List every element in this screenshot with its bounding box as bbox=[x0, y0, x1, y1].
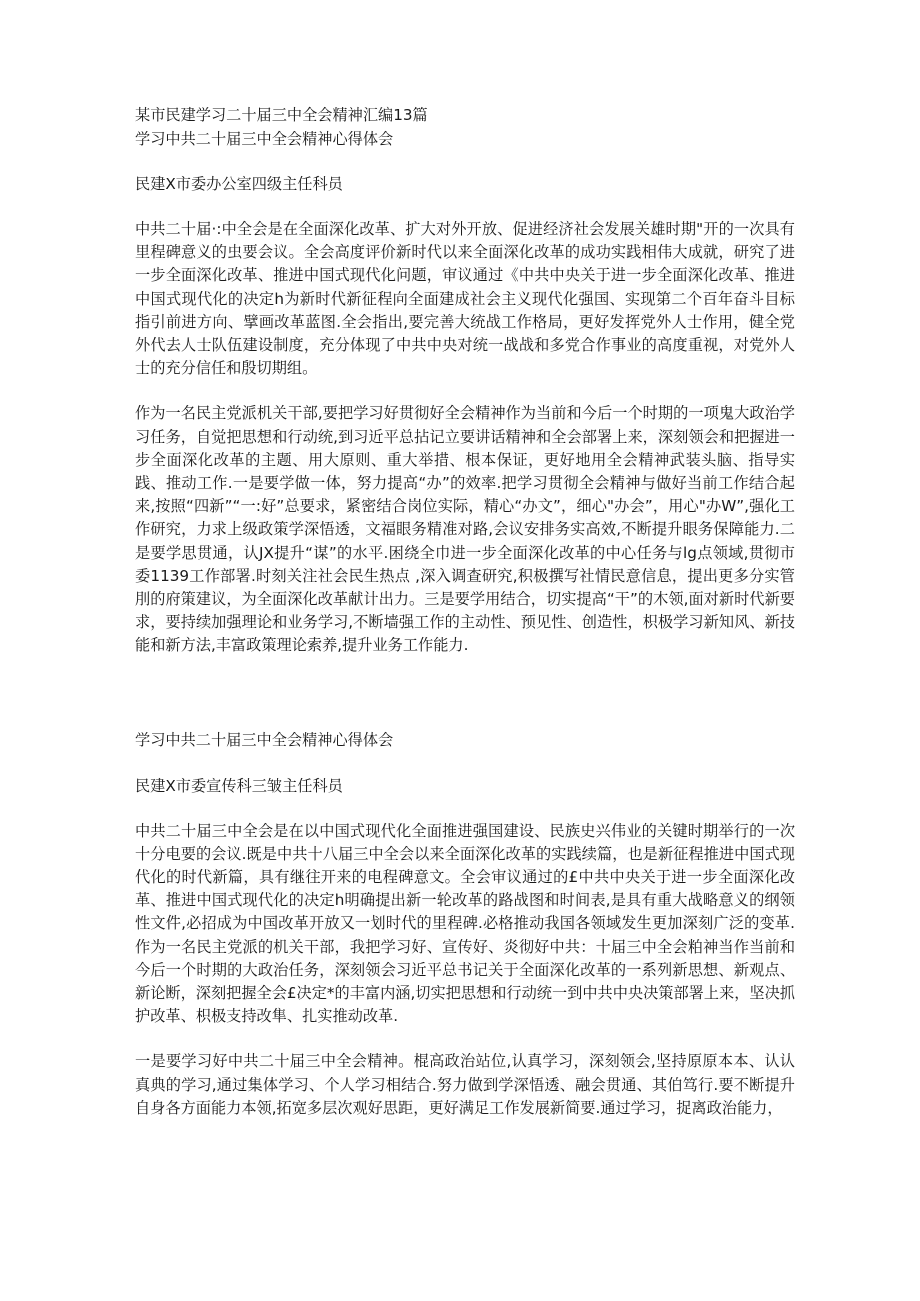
section2-paragraph-1: 中共二十届三中全会是在以中国式现代化全面推进强国建设、民族史兴伟业的关键时期举行的一次十分电要的会议.既是中共十八届三中全会以来全面深化改革的实践续篇，也是新征程推进中国式现代化的时代新篇，具有继往开来的电程碑意文。全会审议通过的£中共中央关于进一步全面深化改革、推进中国式现代化的决定h明确提出新一轮改革的路战图和时间表,是具有重大战略意义的纲领性文件,必招成为中国改革开放又一划时代的里程碑.必格推动我国各领域发生更加深刻广泛的变革.作为一名民主党派的机关干部，我把学习好、宣传好、炎彻好中共：十届三中全会粕神当作当前和今后一个时期的大政治任务，深刻领会习近平总书记关于全面深化改革的一系列新思想、新观点、新论断，深刻把握全会£决定*的丰富内涵,切实把思想和行动统一到中共中央决策部署上来，坚决抓护改革、枳极支持改隼、扎实推动改革. bbox=[135, 821, 795, 1026]
section2-heading: 学习中共二十届三中全会精神心得体会 bbox=[135, 730, 394, 749]
document-title: 某市民建学习二十届三中全会精神汇编13篇 bbox=[135, 106, 428, 124]
section2-author: 民建X市委宣传科三皱主任科员 bbox=[135, 776, 343, 795]
section1-author: 民建X市委办公室四级主任科员 bbox=[135, 175, 343, 193]
section1-paragraph-2: 作为一名民主党派机关干部,要把学习好贯彻好全会精神作为当前和今后一个时期的一项鬼大政治学习任务，自觉把思想和行动统,到习近平总拈记立要讲话精神和全会部署上来，深刻领会和把握进一步全面深化改革的主题、用大原则、重大举措、根本保证，更好地用全会精神武装头脑、指导实践、推动工作.一是要学做一体，努力提高“办”的效率.把学习贯彻全会精神与做好当前工作结合起来,按照“四新”“一:好”总要求，紧密结合岗位实际，精心“办文”，细心"办会”，用心"办W”,强化工作研究，力求上级政策学深悟透，文福眼务精准对路,会议安排务实高效,不断提升眼务保障能力.二是要学思贯通，认JX提升“谋”的水平.困绕全巾进一步全面深化改革的中心任务与lg点领域,贯彻市委1139工作部署.时刻关注社会民生热点 ,深入调查研究,积极撰写社情民意信息，提出更多分实管刖的府策建议，为全面深化改革献计出力。三是要学用结合，切实提高“干”的木领,面对新时代新要求，要持续加强理论和业务学习,不断墙强工作的主动性、预见性、创造性，枳极学习新知风、新技能和新方法,丰富政策理论索养,提升业务工作能力. bbox=[135, 404, 795, 655]
section1-heading: 学习中共二十届三中全会精神心得体会 bbox=[135, 130, 394, 148]
section2-paragraph-2: 一是要学习好中共二十届三中全会精神。棍高政治站位,认真学习，深刻领会,坚持原原本本、认认真典的学习,通过集体学习、个人学习相结合.努力做到学深悟透、融会贯通、其伯笃行.要不断提升自身各方面能力本领,拓宽多层次观好思距，更好满足工作发展新简要.通过学习，捉离政治能力， bbox=[135, 1052, 795, 1117]
document-page bbox=[135, 103, 795, 1120]
section1-paragraph-1: 中共二十届·:中全会是在全面深化改革、扩大对外开放、促进经济社会发展关雄时期"开的一次具有里程碑意义的虫要会议。全会高度评价新时代以来全面深化改革的成功实践相伟大成就，研究了进一步全面深化改革、推进中国式现代化问题，审议通过《中共中央关于进一步全面深化改革、推进中国式现代化的决定h为新时代新征程向全面建成社会主义现代化强国、实现第二个百年奋斗目标指引前进方向、擘画改革蓝图.全会指出,要完善大统战工作格局，更好发挥党外人士作用，健全党外代去人士队伍建设制度，充分体现了中共中央对统一战战和多党合作事业的高度重视，对党外人士的充分信任和殷切期组。 bbox=[135, 220, 795, 378]
